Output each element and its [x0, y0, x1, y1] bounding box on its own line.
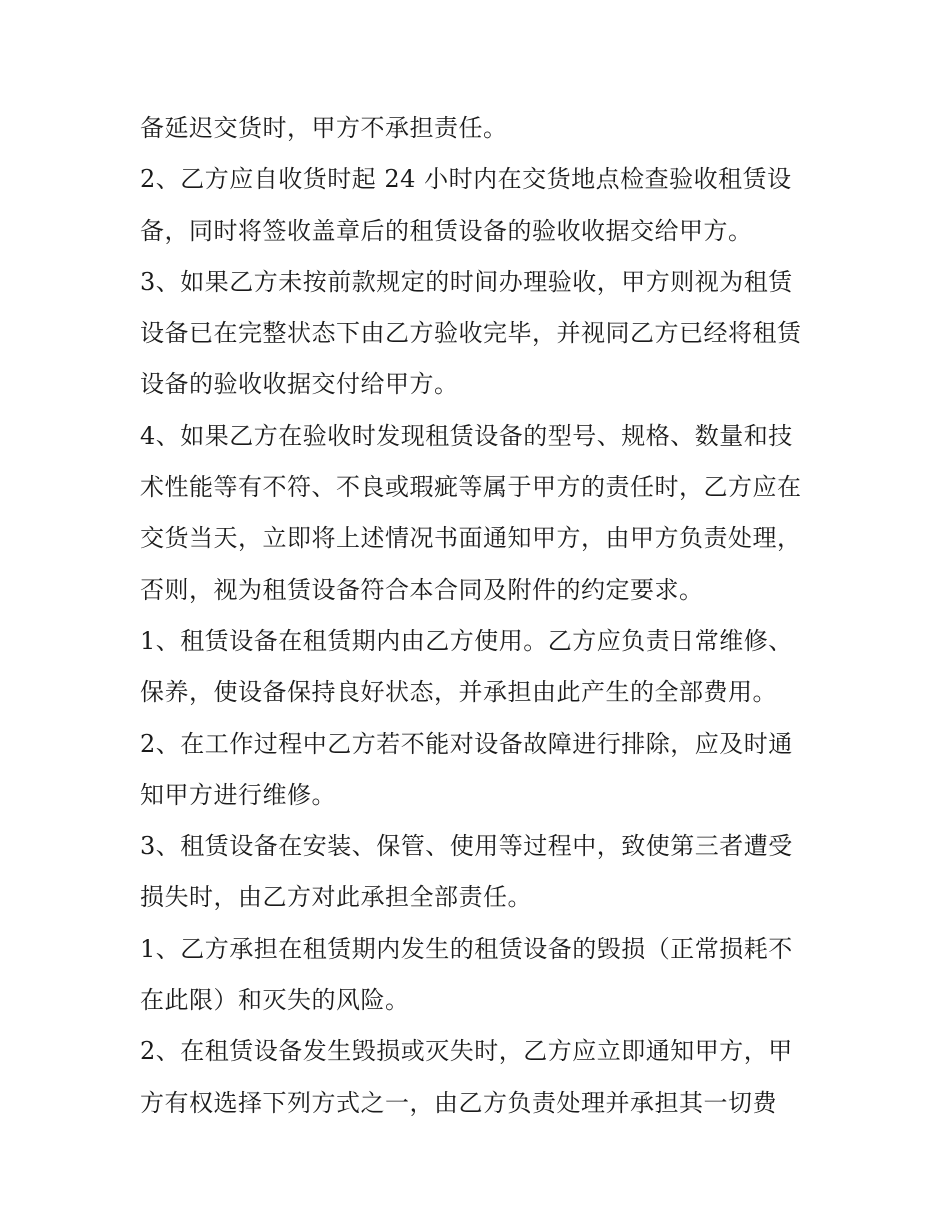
- text-line: 损失时，由乙方对此承担全部责任。: [140, 883, 532, 912]
- text-line: 术性能等有不符、不良或瑕疵等属于甲方的责任时，乙方应在: [140, 473, 802, 502]
- text-line: 2、乙方应自收货时起 24 小时内在交货地点检查验收租赁设: [140, 165, 792, 194]
- text-line: 知甲方进行维修。: [140, 780, 336, 809]
- text-line: 1、乙方承担在租赁期内发生的租赁设备的毁损（正常损耗不: [140, 934, 793, 963]
- text-line: 否则，视为租赁设备符合本合同及附件的约定要求。: [140, 575, 704, 604]
- text-line: 设备的验收收据交付给甲方。: [140, 370, 459, 399]
- text-line: 交货当天，立即将上述情况书面通知甲方，由甲方负责处理，: [140, 524, 802, 553]
- text-line: 备，同时将签收盖章后的租赁设备的验收收据交给甲方。: [140, 216, 753, 245]
- text-line: 2、在租赁设备发生毁损或灭失时，乙方应立即通知甲方，甲: [140, 1037, 793, 1066]
- text-line: 3、如果乙方未按前款规定的时间办理验收，甲方则视为租赁: [140, 267, 793, 296]
- text-line: 2、在工作过程中乙方若不能对设备故障进行排除，应及时通: [140, 729, 793, 758]
- text-line: 4、如果乙方在验收时发现租赁设备的型号、规格、数量和技: [140, 421, 793, 450]
- text-line: 设备已在完整状态下由乙方验收完毕，并视同乙方已经将租赁: [140, 319, 802, 348]
- contract-text-block: [140, 103, 820, 1129]
- text-line: 在此限）和灭失的风险。: [140, 986, 410, 1015]
- text-line: 保养，使设备保持良好状态，并承担由此产生的全部费用。: [140, 678, 777, 707]
- text-line: 备延迟交货时，甲方不承担责任。: [140, 114, 508, 142]
- text-line: 1、租赁设备在租赁期内由乙方使用。乙方应负责日常维修、: [140, 626, 793, 655]
- text-line: 方有权选择下列方式之一，由乙方负责处理并承担其一切费: [140, 1088, 777, 1117]
- text-line: 3、租赁设备在安装、保管、使用等过程中，致使第三者遭受: [140, 832, 793, 861]
